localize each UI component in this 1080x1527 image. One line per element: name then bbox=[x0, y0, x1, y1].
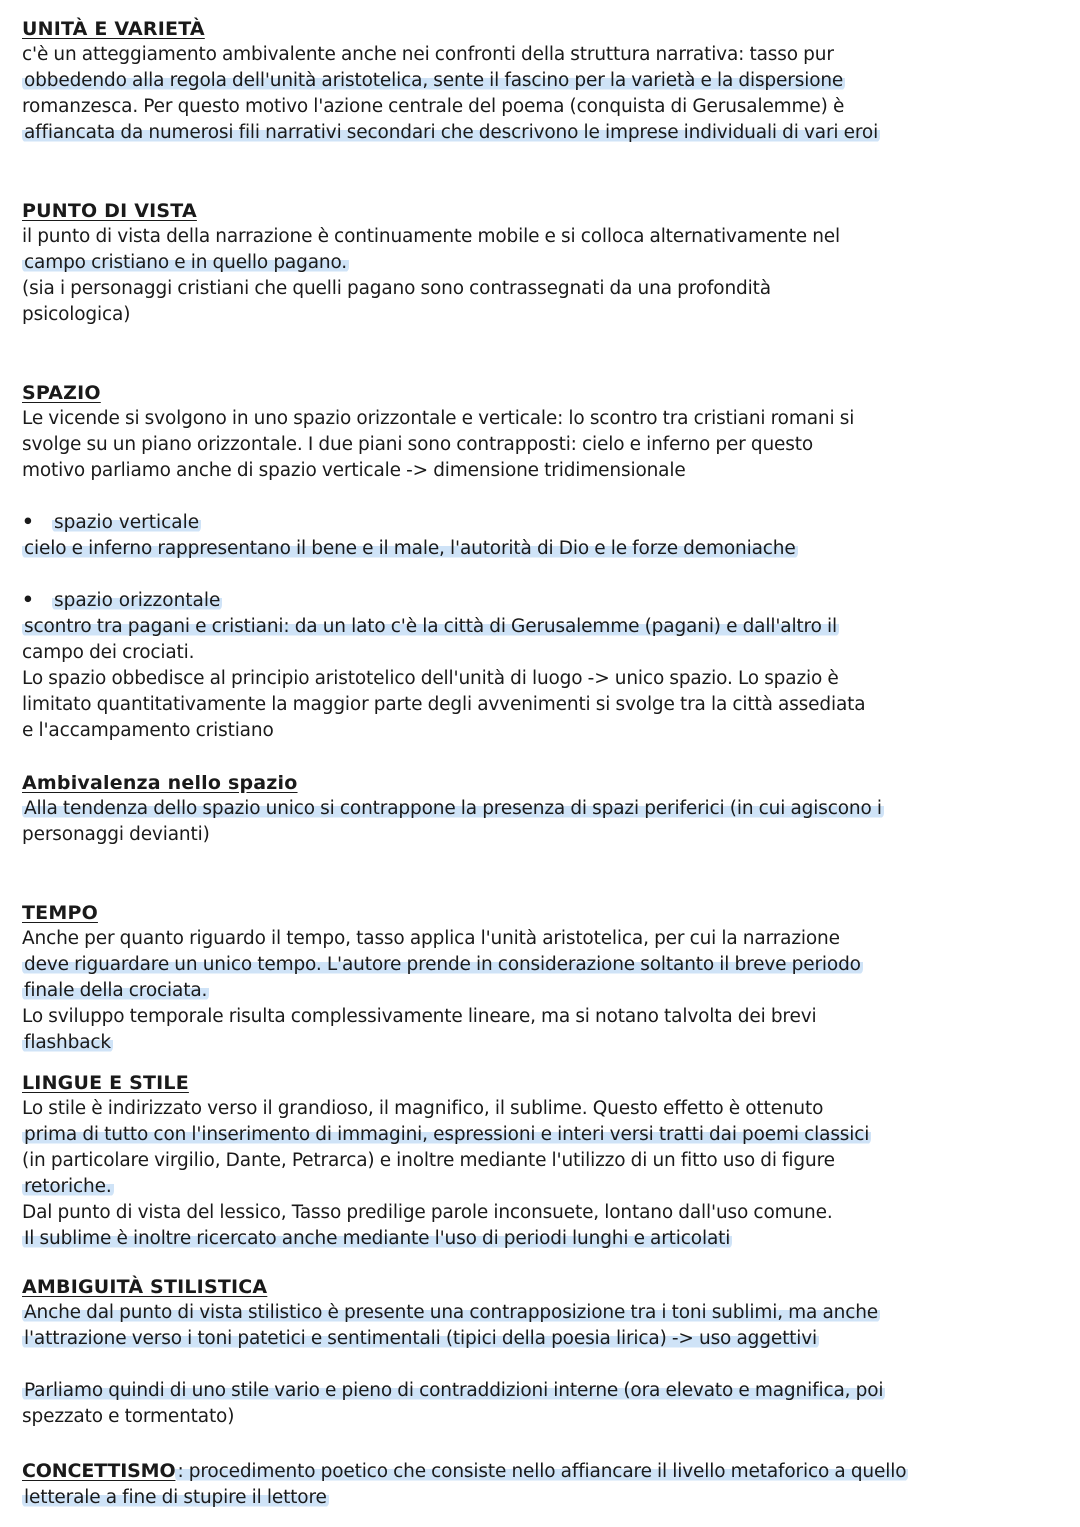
bullet-dot-icon: • bbox=[22, 590, 34, 611]
highlighted-text: prima di tutto con l'inserimento di immagini, espressioni e interi versi tratti dai poemi classici bbox=[24, 1124, 870, 1145]
section-heading: Ambivalenza nello spazio bbox=[22, 772, 298, 794]
section-ambiguita bbox=[22, 1274, 1062, 1430]
section-heading: SPAZIO bbox=[22, 382, 101, 404]
text-line: spezzato e tormentato) bbox=[22, 1406, 235, 1427]
section-heading: PUNTO DI VISTA bbox=[22, 200, 197, 222]
text-span: romanzesca. Per questo motivo l'azione centrale del poema (conquista di Gerusalemme) è bbox=[22, 96, 845, 117]
text-line bbox=[22, 978, 1062, 1004]
section-unita-varieta bbox=[22, 16, 1062, 146]
text-line: c'è un atteggiamento ambivalente anche nei confronti della struttura narrativa: tasso pur bbox=[22, 44, 834, 65]
bullet-item bbox=[22, 510, 1062, 536]
bullet-item bbox=[22, 588, 1062, 614]
highlighted-text: obbedendo alla regola dell'unità aristotelica, sente il fascino per la varietà e la dispersione bbox=[24, 70, 844, 91]
highlighted-text: finale della crociata. bbox=[24, 980, 208, 1001]
text-line bbox=[22, 1378, 1062, 1404]
highlighted-text: campo cristiano e in quello pagano. bbox=[24, 252, 348, 273]
highlighted-text: letterale a fine di stupire il lettore bbox=[24, 1487, 327, 1508]
bullet-dot-icon: • bbox=[22, 512, 34, 533]
text-line bbox=[22, 1458, 1062, 1485]
text-line: (in particolare virgilio, Dante, Petrarca) e inoltre mediante l'utilizzo di un fitto uso di figure bbox=[22, 1150, 835, 1171]
text-line: motivo parliamo anche di spazio verticale -> dimensione tridimensionale bbox=[22, 460, 686, 481]
text-line: personaggi devianti) bbox=[22, 824, 210, 845]
text-line: Lo sviluppo temporale risulta complessivamente lineare, ma si notano talvolta dei brevi bbox=[22, 1006, 817, 1027]
highlighted-text: affiancata da numerosi fili narrativi secondari che descrivono le imprese individuali di vari eroi bbox=[24, 122, 879, 143]
text-line bbox=[22, 94, 1062, 120]
text-line: Lo spazio obbedisce al principio aristotelico dell'unità di luogo -> unico spazio. Lo spazio è bbox=[22, 668, 839, 689]
highlighted-text: cielo e inferno rappresentano il bene e il male, l'autorità di Dio e le forze demoniache bbox=[24, 538, 796, 559]
highlighted-text: Parliamo quindi di uno stile vario e pieno di contraddizioni interne (ora elevato e magnifica, poi bbox=[24, 1380, 884, 1401]
text-line: limitato quantitativamente la maggior parte degli avvenimenti si svolge tra la città assediata bbox=[22, 694, 866, 715]
text-line: e l'accampamento cristiano bbox=[22, 720, 274, 741]
text-line bbox=[22, 1326, 1062, 1352]
text-line bbox=[22, 536, 1062, 562]
text-line bbox=[22, 952, 1062, 978]
text-line: campo dei crociati. bbox=[22, 642, 195, 663]
highlighted-text: flashback bbox=[24, 1032, 111, 1053]
text-line: Dal punto di vista del lessico, Tasso predilige parole inconsuete, lontano dall'uso comune. bbox=[22, 1202, 833, 1223]
section-heading: UNITÀ E VARIETÀ bbox=[22, 18, 205, 40]
section-concettismo bbox=[22, 1458, 1062, 1511]
section-punto-di-vista bbox=[22, 198, 1062, 328]
section-heading: TEMPO bbox=[22, 902, 98, 924]
text-line bbox=[22, 1226, 1062, 1252]
text-line bbox=[22, 614, 1062, 640]
highlighted-text: : procedimento poetico che consiste nello affiancare il livello metaforico a quello bbox=[177, 1461, 907, 1482]
section-heading: LINGUE E STILE bbox=[22, 1072, 189, 1094]
highlighted-text: retoriche. bbox=[24, 1176, 112, 1197]
section-heading: AMBIGUITÀ STILISTICA bbox=[22, 1276, 268, 1298]
text-line: Anche per quanto riguardo il tempo, tasso applica l'unità aristotelica, per cui la narrazione bbox=[22, 928, 840, 949]
text-line bbox=[22, 1174, 1062, 1200]
text-line bbox=[22, 796, 1062, 822]
text-line bbox=[22, 120, 1062, 146]
text-line bbox=[22, 1030, 1062, 1056]
text-line bbox=[22, 250, 1062, 276]
text-line: Le vicende si svolgono in uno spazio orizzontale e verticale: lo scontro tra cristiani romani si bbox=[22, 408, 855, 429]
text-line: svolge su un piano orizzontale. I due piani sono contrapposti: cielo e inferno per questo bbox=[22, 434, 814, 455]
text-line: psicologica) bbox=[22, 304, 131, 325]
text-line bbox=[22, 1485, 1062, 1511]
highlighted-text: Il sublime è inoltre ricercato anche mediante l'uso di periodi lunghi e articolati bbox=[24, 1228, 731, 1249]
notes-page bbox=[22, 16, 1062, 1511]
section-ambivalenza bbox=[22, 770, 1062, 848]
concettismo-label: CONCETTISMO bbox=[22, 1460, 176, 1482]
highlighted-text: Anche dal punto di vista stilistico è presente una contrapposizione tra i toni sublimi, ma anche bbox=[24, 1302, 879, 1323]
section-lingue-stile bbox=[22, 1070, 1062, 1252]
highlighted-text: l'attrazione verso i toni patetici e sentimentali (tipici della poesia lirica) -> uso aggettivi bbox=[24, 1328, 818, 1349]
text-line: (sia i personaggi cristiani che quelli pagano sono contrassegnati da una profondità bbox=[22, 278, 771, 299]
text-line bbox=[22, 1300, 1062, 1326]
text-line: il punto di vista della narrazione è continuamente mobile e si colloca alternativamente nel bbox=[22, 226, 841, 247]
text-line bbox=[22, 68, 1062, 94]
highlighted-text: scontro tra pagani e cristiani: da un lato c'è la città di Gerusalemme (pagani) e dall'altro il bbox=[24, 616, 837, 637]
highlighted-text: deve riguardare un unico tempo. L'autore prende in considerazione soltanto il breve periodo bbox=[24, 954, 861, 975]
bullet-label: spazio orizzontale bbox=[54, 590, 221, 611]
text-line bbox=[22, 1122, 1062, 1148]
text-line: Lo stile è indirizzato verso il grandioso, il magnifico, il sublime. Questo effetto è ottenuto bbox=[22, 1098, 824, 1119]
section-spazio bbox=[22, 380, 1062, 744]
bullet-label: spazio verticale bbox=[54, 512, 200, 533]
highlighted-text: Alla tendenza dello spazio unico si contrappone la presenza di spazi periferici (in cui agiscono i bbox=[24, 798, 882, 819]
section-tempo bbox=[22, 900, 1062, 1056]
